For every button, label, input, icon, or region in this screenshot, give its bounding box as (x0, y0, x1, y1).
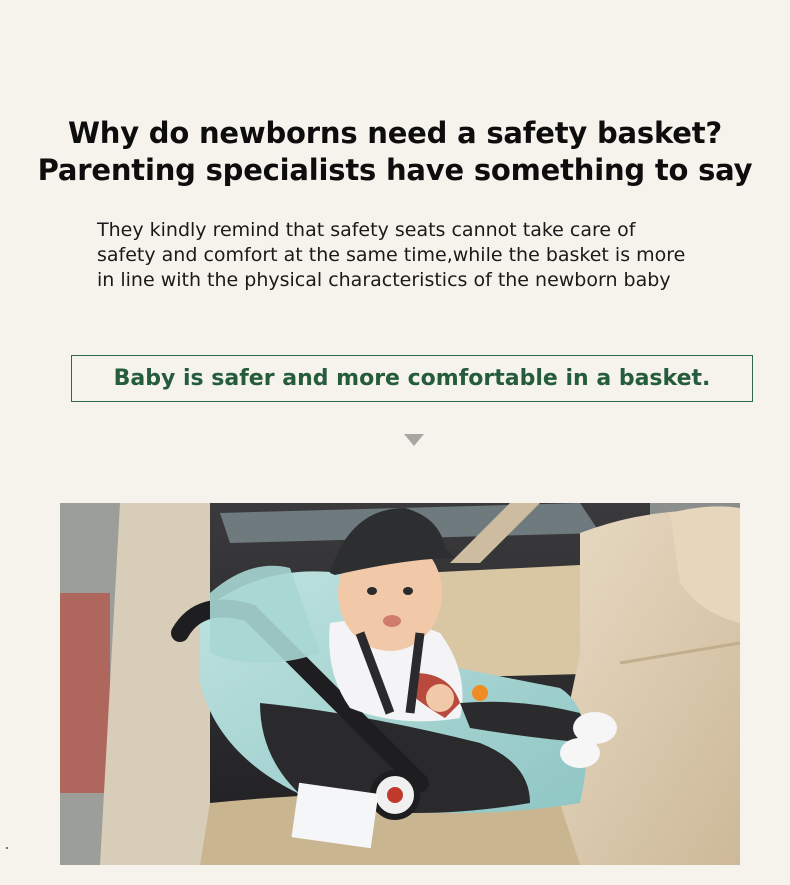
intro-line-1: They kindly remind that safety seats cannot take care of (97, 219, 636, 241)
page-headline (0, 115, 790, 189)
stray-dot (6, 847, 8, 849)
intro-line-2: safety and comfort at the same time,while the basket is more (97, 244, 686, 266)
headline-line-1: Why do newborns need a safety basket? (67, 116, 723, 150)
product-photo (60, 503, 740, 865)
banner-text: Baby is safer and more comfortable in a basket. (113, 366, 711, 391)
headline-line-2: Parenting specialists have something to say (37, 153, 753, 187)
intro-paragraph (97, 218, 717, 293)
intro-line-3: in line with the physical characteristics of the newborn baby (97, 269, 671, 291)
highlight-banner (71, 355, 753, 402)
down-arrow-icon (404, 434, 424, 446)
baby-basket-photo-illustration (60, 503, 740, 865)
